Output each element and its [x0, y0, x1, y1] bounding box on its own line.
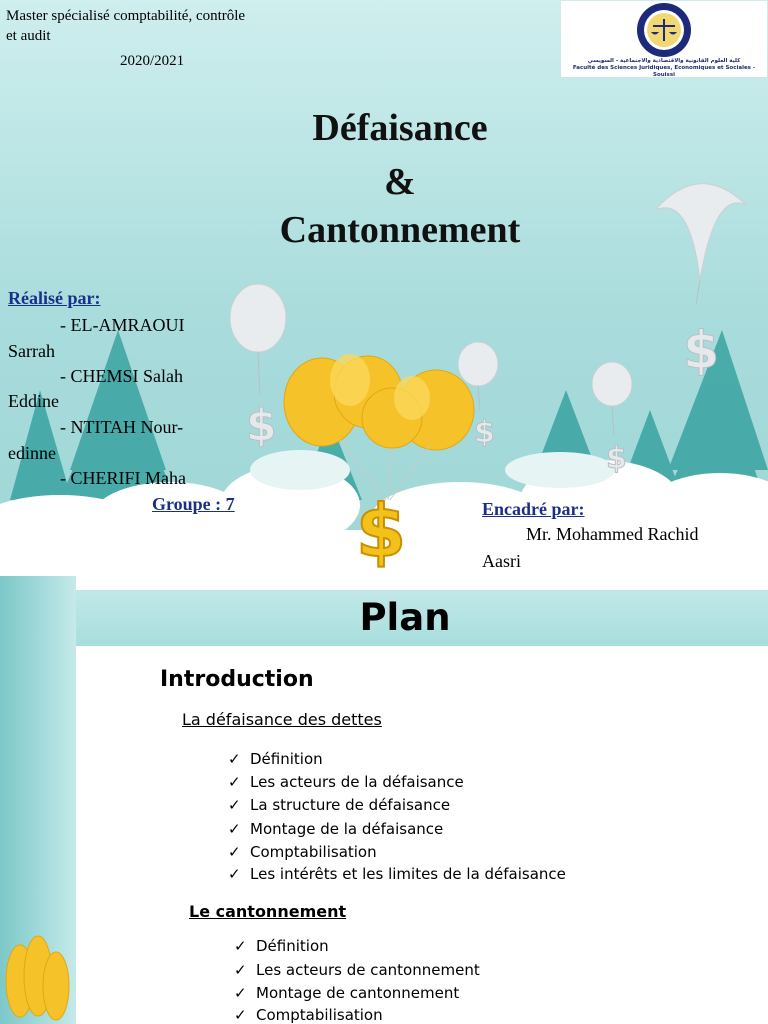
svg-text:$: $ [356, 489, 407, 573]
group-number: Groupe : 7 [152, 494, 235, 514]
supervisor-label: Encadré par: [482, 499, 585, 519]
supervisor-name-line-1: Mr. Mohammed Rachid [526, 524, 699, 544]
check-icon: ✓ [228, 820, 241, 838]
slide-title: Plan [359, 596, 451, 639]
university-seal-icon [561, 1, 767, 61]
check-icon: ✓ [228, 796, 241, 814]
supervisor-name-line-2: Aasri [482, 551, 521, 571]
title-ampersand: & [384, 161, 416, 203]
title-line-3: Cantonnement [279, 209, 521, 251]
member-3-line-2: edinne [8, 443, 56, 463]
section-2-heading: Le cantonnement [189, 902, 347, 921]
check-icon: ✓ [228, 750, 241, 768]
list-item: ✓ Montage de cantonnement [234, 984, 460, 1002]
list-item: ✓ Les acteurs de cantonnement [234, 961, 480, 979]
check-icon: ✓ [234, 984, 247, 1002]
check-icon: ✓ [228, 773, 241, 791]
authors-label: Réalisé par: [8, 288, 101, 308]
svg-text:$: $ [683, 321, 720, 381]
member-2-line-2: Eddine [8, 391, 59, 411]
decorative-sidebar [0, 576, 76, 1024]
academic-year: 2020/2021 [120, 53, 185, 69]
list-item: ✓ La structure de défaisance [228, 796, 451, 814]
program-name: Master spécialisé comptabilité, contrôle et audit [6, 8, 246, 44]
introduction-heading: Introduction [160, 667, 314, 692]
list-item: ✓ Comptabilisation [234, 1006, 383, 1024]
list-item: ✓ Définition [228, 750, 323, 768]
member-3-line-1: - NTITAH Nour- [60, 417, 184, 437]
check-icon: ✓ [228, 843, 241, 861]
plan-slide [0, 576, 768, 1024]
check-icon: ✓ [234, 937, 247, 955]
list-item: ✓ Les acteurs de la défaisance [228, 773, 464, 791]
list-item: ✓ Définition [234, 937, 329, 955]
check-icon: ✓ [234, 1006, 247, 1024]
svg-text:$: $ [474, 415, 495, 450]
gold-balloons-icon [0, 576, 76, 1024]
title-line-1: Défaisance [312, 107, 488, 149]
member-1-line-1: - EL-AMRAOUI [60, 315, 185, 335]
member-4-line-1: - CHERIFI Maha [60, 468, 186, 488]
logo-caption: كلية العلوم القانونية والاقتصادية والاجتماعية - السويسي Faculté des Sciences Juridiques, Economiques et Sociales - Souissi [572, 58, 756, 78]
check-icon: ✓ [234, 961, 247, 979]
svg-text:$: $ [246, 400, 277, 451]
list-item: ✓ Comptabilisation [228, 843, 377, 861]
section-1-heading: La défaisance des dettes [182, 710, 382, 729]
member-1-line-2: Sarrah [8, 341, 55, 361]
faculty-logo [561, 1, 767, 77]
member-2-line-1: - CHEMSI Salah [60, 366, 183, 386]
list-item: ✓ Montage de la défaisance [228, 820, 444, 838]
check-icon: ✓ [228, 865, 241, 883]
list-item: ✓ Les intérêts et les limites de la défaisance [228, 865, 566, 883]
svg-text:$: $ [606, 441, 627, 476]
